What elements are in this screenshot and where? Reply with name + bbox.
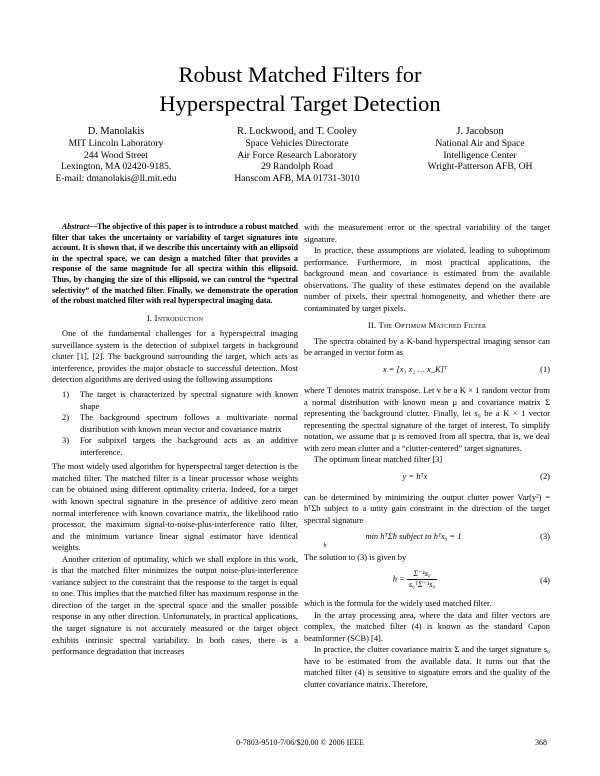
section-heading-introduction: I. Introduction — [146, 312, 204, 323]
body-paragraph: can be determined by minimizing the output clutter power Var(y²) = hᵀΣh subject to a unity gain constraint in the direction of the target spectral signature — [304, 491, 550, 525]
list-item: 1) The target is characterized by spectral signature with known shape — [62, 389, 298, 411]
author-address: Wright-Patterson AFB, OH — [427, 161, 533, 173]
page-number: 368 — [535, 738, 547, 747]
author-name: D. Manolakis — [87, 126, 145, 137]
intro-paragraph-3: Another criterion of optimality, which we shall explore in this work, is that the matched filter minimizes the output noise-plus-interference variance subject to the constraint that the response to the target is equal to one. This implies that the matched filter has maximum response in the direction of the target in the spectral space and the smaller possible response in any other direction. Unfortunately, in practical applications, the target signature is not accurately measured or the target object exhibits intrinsic spectral variability. In both cases, there is a performance degradation that increases — [52, 553, 298, 657]
body-paragraph: with the measurement error or the spectral variability of the target signature. — [304, 222, 550, 244]
equation-body: y = hᵀx — [402, 470, 428, 481]
author-lockwood-cooley — [222, 126, 372, 184]
equation-2 — [304, 469, 550, 489]
intro-paragraph-2: The most widely used algorithm for hyperspectral target detection is the matched filter. The matched filter is a linear processor whose weights can be obtained using different optimality criteria. Indeed, for a target with known spectral signature in the presence of additive zero mean normal interference with known covariance matrix, the likelihood ratio processor, the maximum signal-to-noise-plus-interference ratio filter, and the minimum variance linear signal estimator have identical weights. — [52, 461, 298, 553]
author-affiliation: Space Vehicles Directorate — [245, 138, 349, 149]
abstract-text: The objective of this paper is to introduce a robust matched filter that takes the uncertainty or variability of target signatures into account. It is shown that, if we describe this uncertainty with an ellipsoid in the spectral space, we can design a matched filter that provides a response of the same magnitude for all spectra within this ellipsoid. Thus, by changing the size of this ellipsoid, we can control the “spectral selectivity” of the matched filter. Finally, we demonstrate the operation of the robust matched filter with real hyperspectral imaging data. — [52, 222, 298, 306]
equation-4 — [304, 567, 550, 595]
left-column — [52, 222, 298, 658]
author-affiliation: Intelligence Center — [443, 149, 517, 161]
abstract-label: Abstract— — [62, 222, 98, 231]
equation-fraction — [407, 569, 437, 590]
equation-1 — [304, 362, 550, 382]
intro-paragraph-1: One of the fundamental challenges for a hyperspectral imaging surveillance system is the detection of subpixel targets in background clutter [1], [2]. The background surrounding the target, which acts as interference, provides the major obstacle to successful detection. Most detection algorithms are derived using the following assumptions — [52, 328, 298, 385]
equation-subscript: h — [323, 543, 327, 550]
equation-3 — [304, 529, 550, 549]
author-jacobson — [410, 126, 550, 173]
author-name: R. Lockwood, and T. Cooley — [237, 126, 357, 137]
fraction-numerator: Σ⁻¹s₀ — [407, 569, 437, 580]
list-item: 2) The background spectrum follows a multivariate normal distribution with known mean vector and covariance matrix — [62, 412, 298, 434]
fraction-denominator: s₀ᵀΣ⁻¹s₀ — [408, 580, 436, 590]
equation-body — [304, 569, 526, 590]
body-paragraph: The solution to (3) is given by — [304, 552, 407, 563]
section-heading-optimum-matched-filter: II. The Optimum Matched Filter — [367, 320, 487, 331]
equation-number: (3) — [540, 531, 550, 542]
body-paragraph: In the array processing area, where the data and filter vectors are complex, the matched filter (4) is known as the standard Capon beamformer (SCB) [4]. — [304, 609, 550, 643]
equation-body: x = [x₁ x₂ … x_K]ᵀ — [382, 364, 448, 375]
title-line-1: Robust Matched Filters for — [178, 62, 422, 87]
author-email[interactable]: E-mail: dmanolakis@ll.mit.edu — [55, 172, 177, 184]
author-address: 29 Randolph Road — [261, 161, 333, 173]
body-paragraph: In practice, the clutter covariance matrix Σ and the target signature s₀ have to be estimated from the available data. It turns out that the matched filter (4) is sensitive to signature errors and the quality of the clutter covariance matrix. Therefore, — [304, 644, 550, 689]
title-line-2: Hyperspectral Target Detection — [159, 91, 441, 116]
body-paragraph: where T denotes matrix transpose. Let v be a K × 1 random vector from a normal distribution with known mean μ and covariance matrix Σ representing the background clutter. Finally, let s₀ be a K × 1 vector representing the spectral signature of the target of interest. To simplify notation, we assume that μ is removed from all spectra, that is, we deal with zero mean clutter and a “clutter-centered” target signatures. — [304, 385, 550, 453]
author-name: J. Jacobson — [456, 126, 504, 137]
author-affiliation: Air Force Research Laboratory — [237, 149, 357, 161]
author-manolakis — [46, 126, 186, 184]
author-address: Lexington, MA 02420-9185. — [60, 161, 172, 173]
list-item: 3) For subpixel targets the background acts as an additive interference. — [62, 435, 298, 457]
author-address: 244 Wood Street — [83, 149, 149, 161]
equation-number: (2) — [540, 470, 550, 481]
paper-title — [0, 60, 600, 118]
page-footer — [0, 738, 600, 752]
right-column — [304, 222, 550, 690]
author-affiliation: MIT Lincoln Laboratory — [68, 138, 164, 149]
author-affiliation: National Air and Space — [435, 138, 525, 149]
assumptions-list — [52, 389, 298, 458]
equation-text: min hᵀΣh subject to hᵀs₀ = 1 — [365, 531, 462, 542]
equation-number: (4) — [540, 575, 550, 586]
author-address: Hanscom AFB, MA 01731-3010 — [234, 172, 360, 184]
copyright-code: 0-7803-9510-7/06/$20.00 © 2006 IEEE — [236, 738, 364, 747]
equation-lhs: h = — [392, 573, 405, 584]
body-paragraph: which is the formula for the widely used matched filter. — [304, 598, 492, 609]
body-paragraph: The optimum linear matched filter [3] — [314, 454, 443, 465]
body-paragraph: In practice, these assumptions are violated, leading to suboptimum performance. Furthermore, in most practical applications, the background mean and covariance is estimated from the available observations. The quality of these estimates depend on the available number of pixels, their spectral homogeneity, and whether there are contaminated by target pixels. — [304, 245, 550, 313]
abstract — [52, 222, 298, 307]
body-paragraph: The spectra obtained by a K-band hyperspectral imaging sensor can be arranged in vector form as — [304, 335, 550, 358]
equation-body — [304, 531, 526, 550]
equation-number: (1) — [540, 364, 550, 375]
